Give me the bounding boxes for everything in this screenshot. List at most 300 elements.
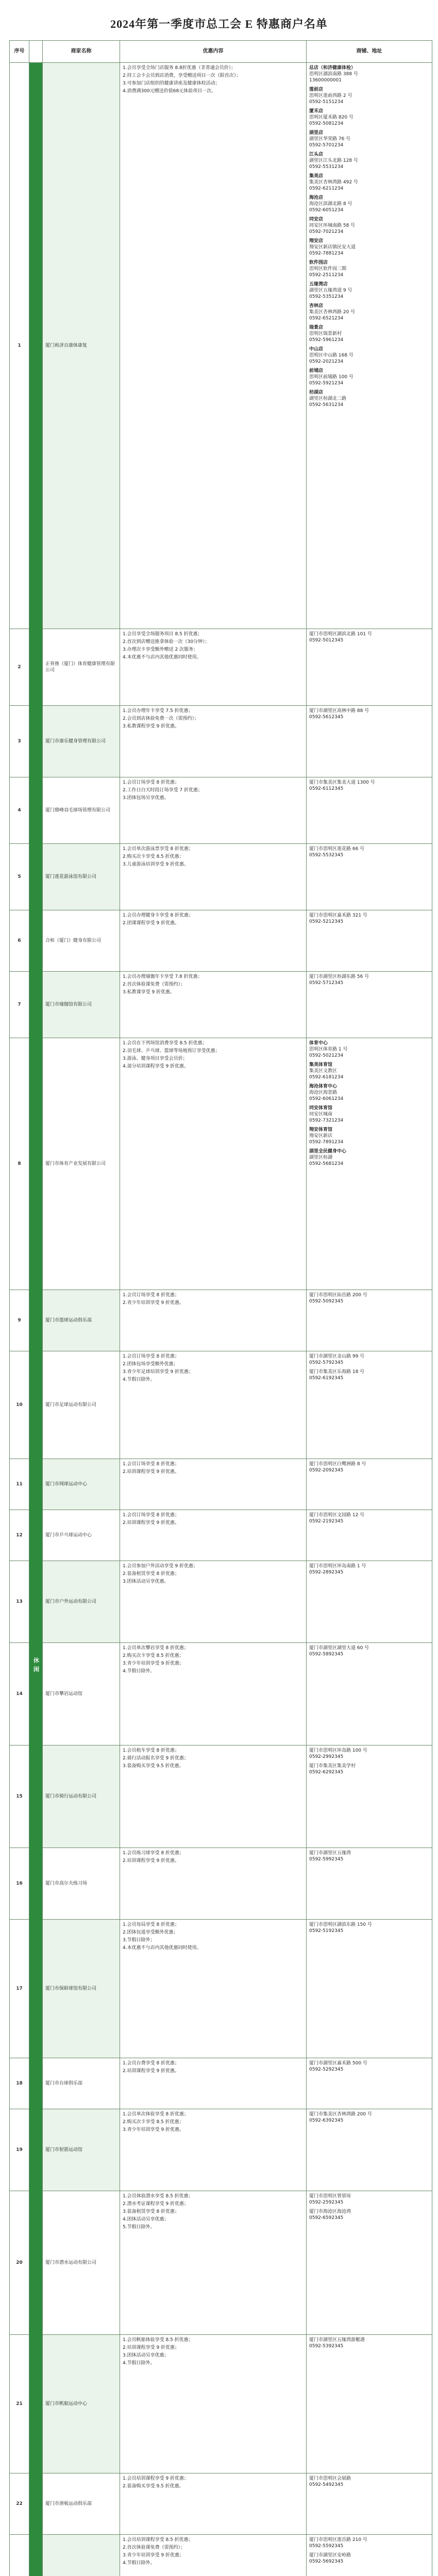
offer-cell <box>120 1745 307 1848</box>
table-row <box>10 1561 432 1643</box>
row-number: 12 <box>10 1510 29 1561</box>
shop-entry <box>309 1353 429 1366</box>
shop-name: 海沧体育中心 <box>309 1084 338 1089</box>
offer-cell <box>120 63 307 629</box>
shop-entry <box>309 65 429 83</box>
page-title: 2024年第一季度市总工会 E 特惠商户名单 <box>110 18 328 30</box>
shop-address: 同安区城南 <box>309 1112 333 1117</box>
shop-phone: 0592-2092345 <box>309 1468 344 1473</box>
shops-cell <box>307 1920 432 2058</box>
shop-entry <box>309 2337 429 2349</box>
shops-cell <box>307 1643 432 1745</box>
offer-line: 2.培训课程享受 9 折优惠。 <box>123 1520 180 1526</box>
shop-phone: 0592-5961234 <box>309 337 344 343</box>
shop-name: 厦禾店 <box>309 109 324 114</box>
row-number: 1 <box>10 63 29 629</box>
shop-address: 厦门市湖里区金山路 99 号 <box>309 1354 365 1359</box>
shop-name: 江头店 <box>309 152 324 157</box>
shop-phone: 0592-6392345 <box>309 2118 344 2123</box>
offer-line: 3.装备租赁享受 8 折优惠； <box>123 2209 180 2214</box>
offer-cell <box>120 1351 307 1459</box>
offer-line: 2.工作日白天时段订场享受 7 折优惠； <box>123 788 203 793</box>
shop-name: 海沧店 <box>309 195 324 200</box>
offer-line: 1.会员办理年卡享受 7.5 折优惠； <box>123 708 193 714</box>
offer-line: 1.会员办理瑜伽年卡享受 7.8 折优惠； <box>123 974 203 979</box>
shop-address: 湖里区枋湖北二路 <box>309 396 347 401</box>
shops-cell <box>307 629 432 706</box>
shops-cell <box>307 1745 432 1848</box>
shop-name: 瑞景店 <box>309 325 324 330</box>
shop-phone: 0592-5921234 <box>309 381 344 386</box>
table-row <box>10 2191 432 2335</box>
header-no: 序号 <box>10 41 29 63</box>
shop-phone: 0592-7891234 <box>309 1140 344 1145</box>
offer-line: 3.团体活动另享优惠。 <box>123 1579 169 1584</box>
merchant-name: 厦门市康乐健身管理有限公司 <box>43 706 120 777</box>
shop-phone: 0592-2021234 <box>309 359 344 364</box>
merchant-name: 厦门莲花游泳馆有限公司 <box>43 844 120 910</box>
shops-cell <box>307 2473 432 2535</box>
shop-phone: 0592-2192345 <box>309 1519 344 1524</box>
shop-entry <box>309 130 429 148</box>
shop-phone: 0592-5092345 <box>309 1299 344 1304</box>
shop-phone: 0592-5392345 <box>309 2344 344 2349</box>
shop-name: 翔安体育馆 <box>309 1127 333 1132</box>
row-number: 6 <box>10 910 29 972</box>
row-number: 4 <box>10 777 29 844</box>
offer-line: 4.部分培训课程享受 9 折优惠。 <box>123 1064 189 1069</box>
table-row <box>10 910 432 972</box>
offer-cell <box>120 1561 307 1643</box>
shop-phone: 0592-5592345 <box>309 2544 344 2549</box>
shops-cell <box>307 1290 432 1351</box>
shop-name: 枋湖店 <box>309 390 324 395</box>
row-number: 17 <box>10 1920 29 2058</box>
shop-address: 厦门市思明区环岛南路 1 号 <box>309 1564 366 1569</box>
shop-phone: 0592-7321234 <box>309 1118 344 1123</box>
shop-entry <box>309 1292 429 1304</box>
shop-address: 湖里区江头北路 128 号 <box>309 158 358 163</box>
shop-phone: 0592-7881234 <box>309 251 344 256</box>
shop-phone: 0592-5531234 <box>309 164 344 170</box>
shop-entry <box>309 1850 429 1862</box>
shops-cell <box>307 910 432 972</box>
shop-entry <box>309 1763 429 1775</box>
shop-address: 翔安区新店镇民安大道 <box>309 245 356 250</box>
shop-name: 总店（和济健康体检） <box>309 65 356 71</box>
shop-address: 湖里区华荣路 76 号 <box>309 137 351 142</box>
shop-address: 思明区前埔路 100 号 <box>309 375 353 380</box>
merchant-name <box>43 2535 120 2576</box>
offer-line: 2.首次到店赠送推拿体验一次（30分钟）； <box>123 639 210 645</box>
offer-line: 1.会员订场享受 8 折优惠； <box>123 1462 180 1467</box>
shop-name: 集美体育馆 <box>309 1062 333 1067</box>
shop-entry <box>309 389 429 408</box>
offer-cell <box>120 1290 307 1351</box>
shop-phone: 0592-5492345 <box>309 2482 344 2487</box>
merchant-name: 厦门市乒乓球运动中心 <box>43 1510 120 1561</box>
table-row <box>10 777 432 844</box>
offer-line: 1.会员培训课程享受 8.5 折优惠； <box>123 2537 193 2543</box>
shop-address: 海沧区海景路 <box>309 1090 338 1095</box>
offer-cell <box>120 972 307 1038</box>
shop-phone: 0592-2592345 <box>309 2200 344 2205</box>
shop-address: 厦门市思明区文园路 12 号 <box>309 1513 365 1518</box>
offer-line: 3.青少年培训享受 9 折优惠。 <box>123 2127 184 2132</box>
shop-name: 杏林店 <box>309 303 324 309</box>
offer-line: 1.会员培训课程享受 9 折优惠； <box>123 2476 189 2481</box>
offer-cell <box>120 777 307 844</box>
shop-entry <box>309 1148 429 1167</box>
offer-line: 1.会员单次游泳票享受 8 折优惠； <box>123 846 194 852</box>
shop-phone: 0592-5212345 <box>309 919 344 924</box>
shop-phone: 0592-5612345 <box>309 715 344 720</box>
merchant-name: 厦门市台球俱乐部 <box>43 2058 120 2109</box>
table-header-row <box>10 41 432 63</box>
offer-line: 1.会员享受全场门店服务 8.8折优惠（非普通会员价）； <box>123 65 236 71</box>
offer-line: 3.游泳、健身项目享受会员价； <box>123 1056 188 1061</box>
shop-address: 集美区文教区 <box>309 1069 338 1074</box>
merchant-name: 厦门市滑板运动俱乐部 <box>43 2473 120 2535</box>
shop-address: 思明区瑞景新村 <box>309 331 342 336</box>
shop-address: 厦门市集美区杏林湾路 200 号 <box>309 2112 372 2117</box>
shop-phone: 0592-5792345 <box>309 1360 344 1365</box>
offer-cell <box>120 629 307 706</box>
shop-phone: 0592-5192345 <box>309 1928 344 1934</box>
row-number: 16 <box>10 1848 29 1920</box>
shop-entry <box>309 1461 429 1473</box>
shops-cell <box>307 2535 432 2576</box>
row-number: 5 <box>10 844 29 910</box>
category-label: 休闲 <box>29 63 43 2576</box>
shop-phone: 0592-6112345 <box>309 786 344 791</box>
merchant-name: 厦门市射箭运动馆 <box>43 2109 120 2191</box>
shop-entry <box>309 631 429 643</box>
row-number: 10 <box>10 1351 29 1459</box>
offer-line: 2.骑行活动报名享受 9 折优惠； <box>123 1756 189 1761</box>
table-row <box>10 972 432 1038</box>
row-number: 21 <box>10 2335 29 2473</box>
shops-cell <box>307 63 432 629</box>
offer-line: 4.团体活动另享优惠； <box>123 2217 169 2222</box>
offer-line: 2.装备购买享受 9.5 折优惠。 <box>123 2484 184 2489</box>
shop-address: 厦门市思明区仙岳路 200 号 <box>309 1293 367 1298</box>
shops-cell <box>307 2109 432 2191</box>
offer-line: 1.会员订场享受 8 折优惠； <box>123 1513 180 1518</box>
merchant-name: 厦门市潜水运动有限公司 <box>43 2191 120 2335</box>
shop-address: 厦门市湖里区高林中路 88 号 <box>309 708 369 714</box>
offer-cell <box>120 2335 307 2473</box>
merchant-name: 厦门市帆船运动中心 <box>43 2335 120 2473</box>
offer-line: 2.培训课程享受 9 折优惠； <box>123 2345 180 2350</box>
shop-entry <box>309 1040 429 1059</box>
shop-entry <box>309 1748 429 1760</box>
shop-entry <box>309 195 429 213</box>
merchant-name: 厦门市户外运动有限公司 <box>43 1561 120 1643</box>
table-row <box>10 1745 432 1848</box>
offer-cell <box>120 706 307 777</box>
offer-line: 2.装备租赁享受 8 折优惠； <box>123 1571 180 1577</box>
shop-address: 思明区体育路 1 号 <box>309 1047 348 1052</box>
table-row <box>10 1351 432 1459</box>
shop-entry <box>309 2111 429 2124</box>
shop-phone: 0592-2892345 <box>309 1570 344 1575</box>
shop-address: 厦门市思明区湖滨东路 150 号 <box>309 1922 372 1927</box>
header-category <box>29 41 43 63</box>
shop-address: 同安区环城南路 58 号 <box>309 223 356 228</box>
shop-entry <box>309 708 429 720</box>
shop-entry <box>309 1105 429 1124</box>
shop-address: 思明区软件园二期 <box>309 266 347 272</box>
shop-phone: 0592-5292345 <box>309 2067 344 2072</box>
shop-phone: 0592-5151234 <box>309 99 344 105</box>
offer-line: 4.消费满300元赠送价值68元体验项目一次。 <box>123 89 216 94</box>
merchant-name: 厦门市保龄球馆有限公司 <box>43 1920 120 2058</box>
offer-line: 3.团体活动另享优惠； <box>123 2353 169 2358</box>
offer-line: 1.会员练习球享受 8 折优惠； <box>123 1851 184 1856</box>
table-row <box>10 2335 432 2473</box>
shop-phone: 0592-5532345 <box>309 853 344 858</box>
shops-cell <box>307 2058 432 2109</box>
shop-entry <box>309 1369 429 1381</box>
shop-phone: 0592-5012345 <box>309 638 344 643</box>
merchant-name: 厦门和济百康体康复 <box>43 63 120 629</box>
offer-line: 2.购买次卡享受 8.5 折优惠； <box>123 854 184 859</box>
shops-cell <box>307 1351 432 1459</box>
shop-phone: 0592-2992345 <box>309 1754 344 1759</box>
offer-line: 1.会员台费享受 8 折优惠； <box>123 2061 180 2066</box>
offer-line: 1.会员参加户外活动享受 9 折优惠； <box>123 1564 198 1569</box>
row-number: 19 <box>10 2109 29 2191</box>
shop-entry <box>309 108 429 127</box>
merchant-name: 厦门市瑜伽馆有限公司 <box>43 972 120 1038</box>
shop-name: 湖里店 <box>309 130 324 135</box>
shop-address: 厦门市思明区环岛路 100 号 <box>309 1748 367 1753</box>
shop-phone: 0592-6051234 <box>309 208 344 213</box>
shop-name: 翔安店 <box>309 239 324 244</box>
offer-line: 1.会员办理健身卡享受 8 折优惠； <box>123 913 194 918</box>
merchant-name: 厦门鼎峰羽毛球场管理有限公司 <box>43 777 120 844</box>
offer-line: 4.节假日除外。 <box>123 1669 155 1674</box>
shop-name: 前埔店 <box>309 368 324 374</box>
shop-phone: 0592-5992345 <box>309 1857 344 1862</box>
offer-line: 3.私教课享受 9 折优惠。 <box>123 990 175 995</box>
shops-cell <box>307 844 432 910</box>
offer-cell <box>120 844 307 910</box>
offer-line: 2.持工会卡会员到店消费，享受赠送项目一次（限首次）； <box>123 73 241 78</box>
merchant-name: 厦门市高尔夫练习场 <box>43 1848 120 1920</box>
shop-entry <box>309 1512 429 1524</box>
shops-cell <box>307 706 432 777</box>
header-offer: 优惠内容 <box>120 41 307 63</box>
offer-line: 4.节假日除外。 <box>123 2561 155 2566</box>
shop-entry <box>309 173 429 192</box>
merchant-name: 厦门市骑行运动有限公司 <box>43 1745 120 1848</box>
shops-cell <box>307 1561 432 1643</box>
shop-entry <box>309 1062 429 1080</box>
shop-entry <box>309 779 429 792</box>
shop-entry <box>309 1563 429 1575</box>
shop-name: 同安店 <box>309 217 324 222</box>
shop-name: 五缘湾店 <box>309 282 328 287</box>
shops-cell <box>307 2191 432 2335</box>
offer-cell <box>120 1848 307 1920</box>
offer-line: 4.节假日除外。 <box>123 2361 155 2366</box>
row-number: 15 <box>10 1745 29 1848</box>
shop-phone: 0592-6192345 <box>309 1376 344 1381</box>
offer-line: 2.团体包道享受额外优惠； <box>123 1930 178 1935</box>
shop-entry <box>309 303 429 321</box>
offer-line: 2.培训课程享受 9 折优惠。 <box>123 2069 180 2074</box>
shop-phone: 0592-5631234 <box>309 402 344 408</box>
merchant-name: 厦门市篮球运动俱乐部 <box>43 1290 120 1351</box>
shop-entry <box>309 2537 429 2549</box>
offer-line: 4.节假日除外。 <box>123 1377 155 1382</box>
offer-line: 2.培训课程享受 9 折优惠。 <box>123 1858 180 1863</box>
offer-line: 2.团课课程享受 9 折优惠。 <box>123 921 180 926</box>
shop-entry <box>309 846 429 858</box>
shops-cell <box>307 1510 432 1561</box>
offer-cell <box>120 1510 307 1561</box>
shop-address: 厦门市集美区集美学村 <box>309 1764 356 1769</box>
shop-address: 厦门市思明区会展路 <box>309 2476 351 2481</box>
shop-phone: 0592-5681234 <box>309 1161 344 1166</box>
offer-line: 1.会员单次体验享受 8 折优惠； <box>123 2112 189 2117</box>
shop-address: 湖里区五缘湾道 9 号 <box>309 288 352 293</box>
shop-entry <box>309 151 429 170</box>
shops-cell <box>307 777 432 844</box>
offer-line: 2.购买次卡享受 8.5 折优惠； <box>123 2120 184 2125</box>
offer-line: 2.首次体验课免费（需预约）； <box>123 2545 186 2550</box>
merchant-table <box>9 40 432 2576</box>
shop-entry <box>309 238 429 257</box>
offer-cell <box>120 1038 307 1290</box>
shop-address: 厦门市湖里区枋湖东路 56 号 <box>309 974 369 979</box>
row-number: 22 <box>10 2473 29 2535</box>
shop-phone: 0592-5081234 <box>309 121 344 126</box>
row-number: 2 <box>10 629 29 706</box>
offer-line: 3.办理次卡享受额外赠送 2 次服务； <box>123 647 198 652</box>
shop-phone: 0592-6592345 <box>309 2215 344 2221</box>
shop-address: 厦门市思明区嘉禾路 321 号 <box>309 913 367 918</box>
offer-cell <box>120 1920 307 2058</box>
table-row <box>10 2058 432 2109</box>
shop-entry <box>309 87 429 105</box>
shop-phone: 0592-6211234 <box>309 186 344 191</box>
offer-cell <box>120 2535 307 2576</box>
shop-phone: 0592-5351234 <box>309 294 344 299</box>
offer-line: 2.首次体验课免费（需预约）； <box>123 982 186 987</box>
offer-line: 4.本优惠不与店内其他优惠同时使用。 <box>123 1945 201 1951</box>
table-row <box>10 629 432 706</box>
row-number: 18 <box>10 2058 29 2109</box>
shops-cell <box>307 1459 432 1510</box>
merchant-name: 厦门市网球运动中心 <box>43 1459 120 1510</box>
merchant-name: 厦门市足球运动有限公司 <box>43 1351 120 1459</box>
shop-phone: 0592-5712345 <box>309 980 344 986</box>
shop-address: 厦门市海沧区海沧湾 <box>309 2209 351 2214</box>
shop-phone: 0592-5892345 <box>309 1652 344 1657</box>
shops-cell <box>307 1038 432 1290</box>
table-row <box>10 1848 432 1920</box>
offer-cell <box>120 2109 307 2191</box>
table-row <box>10 706 432 777</box>
shop-entry <box>309 281 429 300</box>
offer-line: 2.购买次卡享受 8.5 折优惠； <box>123 1653 184 1658</box>
row-number: 20 <box>10 2191 29 2335</box>
shop-address: 厦门市思明区湖滨北路 101 号 <box>309 632 372 637</box>
merchant-name: 合和（厦门）健身有限公司 <box>43 910 120 972</box>
offer-line: 1.会员订场享受 8 折优惠； <box>123 1354 180 1359</box>
shop-entry <box>309 2476 429 2488</box>
shop-phone: 0592-6061234 <box>309 1096 344 1101</box>
table-body <box>10 63 432 2576</box>
offer-line: 2.会员到店体验免费一次（需预约）； <box>123 716 199 721</box>
offer-line: 3.装备购买享受 9.5 折优惠。 <box>123 1764 184 1769</box>
shop-address: 厦门市湖里区五缘湾 <box>309 1851 351 1856</box>
table-row <box>10 2535 432 2576</box>
offer-line: 1.会员订场享受 8 折优惠； <box>123 780 180 785</box>
shops-cell <box>307 1848 432 1920</box>
shop-address: 厦门市集美区集美大道 1300 号 <box>309 780 375 785</box>
offer-line: 1.会员享受全场服务项目 8.5 折优惠； <box>123 632 203 637</box>
shop-entry <box>309 2060 429 2073</box>
shop-name: 集美店 <box>309 174 324 179</box>
offer-cell <box>120 2191 307 2335</box>
table-row <box>10 2473 432 2535</box>
offer-line: 3.可参加门店组织的健康讲座及健康体检活动； <box>123 81 220 86</box>
offer-line: 3.青少年培训享受 9 折优惠； <box>123 1661 184 1666</box>
shop-name: 莲前店 <box>309 87 324 92</box>
shop-name: 中山店 <box>309 347 324 352</box>
table-row <box>10 2109 432 2191</box>
shop-address: 厦门市思明区白鹭洲路 8 号 <box>309 1462 366 1467</box>
offer-line: 3.青少年培训享受 9 折优惠； <box>123 2553 184 2558</box>
shop-address: 思明区厦禾路 820 号 <box>309 115 353 120</box>
header-merchant: 商家名称 <box>43 41 120 63</box>
shop-address: 思明区湖滨南路 388 号 <box>309 72 358 77</box>
shop-address: 厦门市湖里区湖里大道 60 号 <box>309 1646 369 1651</box>
shop-address: 厦门市集美区乐海路 18 号 <box>309 1369 365 1375</box>
table-row <box>10 1920 432 2058</box>
shop-address: 厦门市思明区莲花路 66 号 <box>309 846 365 852</box>
shop-phone: 0592-6521234 <box>309 316 344 321</box>
offer-line: 2.羽毛球、乒乓球、篮球等场地预订享受优惠； <box>123 1048 220 1054</box>
shop-address: 厦门市湖里区嘉禾路 500 号 <box>309 2061 367 2066</box>
offer-line: 1.会员帆船体验享受 8.5 折优惠； <box>123 2337 193 2343</box>
shop-address: 集美区杏林湾路 492 号 <box>309 180 358 185</box>
table-row <box>10 1643 432 1745</box>
row-number <box>10 2535 29 2576</box>
shop-entry <box>309 325 429 343</box>
merchant-name: 厦门市攀岩运动馆 <box>43 1643 120 1745</box>
offer-line: 3.儿童游泳培训享受 9 折优惠。 <box>123 862 189 867</box>
shop-name: 湖里全民健身中心 <box>309 1149 347 1154</box>
offer-cell <box>120 910 307 972</box>
header-shops: 商铺、地址 <box>307 41 432 63</box>
shop-entry <box>309 1083 429 1102</box>
shop-phone: 0592-2511234 <box>309 273 344 278</box>
merchant-name: 正骨推（厦门）体育健康管理有限公司 <box>43 629 120 706</box>
offer-line: 2.青少年培训享受 9 折优惠。 <box>123 1300 184 1306</box>
shop-phone: 13600000001 <box>309 78 342 83</box>
shop-entry <box>309 1645 429 1657</box>
row-number: 11 <box>10 1459 29 1510</box>
table-row <box>10 844 432 910</box>
merchant-name: 厦门市体育产业发展有限公司 <box>43 1038 120 1290</box>
offer-line: 5.节假日除外。 <box>123 2225 155 2230</box>
shop-entry <box>309 2193 429 2206</box>
